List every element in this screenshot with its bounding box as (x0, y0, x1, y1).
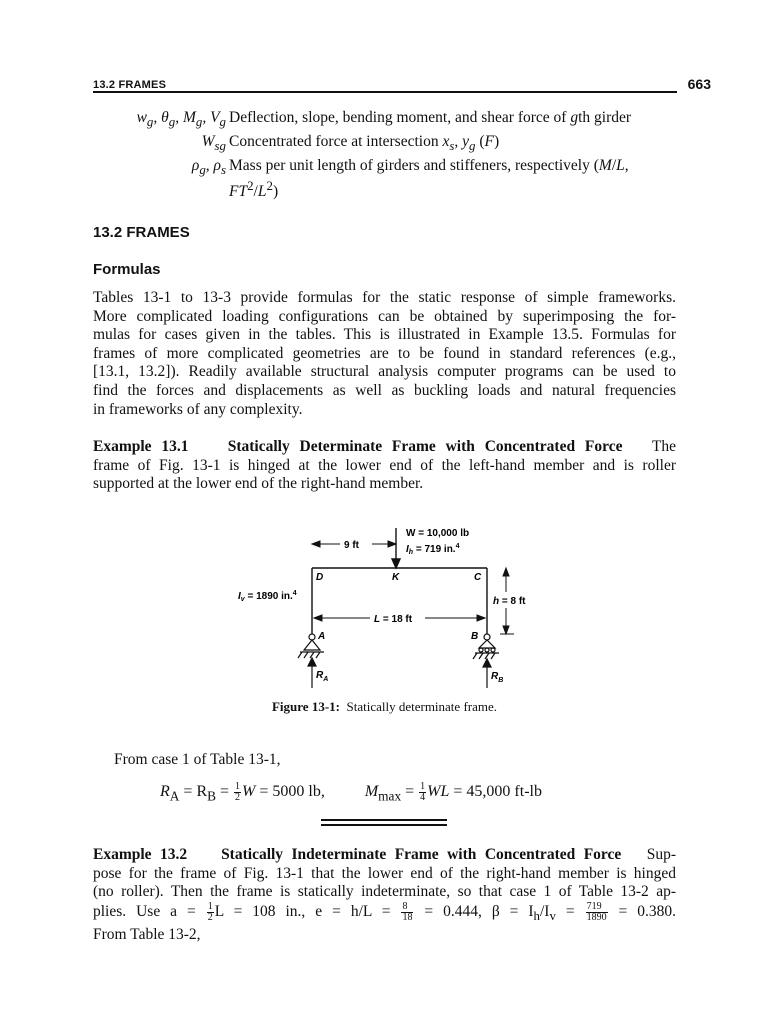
example-13-1 (93, 438, 676, 494)
example-line (93, 846, 676, 865)
reaction-equation: $R_A = R_B$ = $\frac{1}{2}$ W = 5000 lb, $M_{max}$ = $\frac{1}{4}$ WL = 45,000 ft-lb (160, 781, 542, 804)
running-head-section: 13.2 FRAMES (93, 79, 167, 91)
iv-label: $I_v = 1890$ in.$^4$ (238, 590, 297, 603)
joint-k-label: K (392, 572, 400, 583)
nomenclature-symbol: $W_{sg}$ (201, 133, 226, 154)
nomenclature-symbol: $w_g$, $\theta_g$, $M_g$, $V_g$ (136, 109, 226, 130)
example-title: Statically Determinate Frame with Concentrated Force (227, 438, 623, 455)
section-heading: 13.2 FRAMES (93, 224, 190, 241)
reaction-b-label: $R_B$ (491, 671, 504, 684)
example-label: Example 13.1 (93, 438, 189, 455)
subheading: Formulas (93, 261, 161, 278)
nomenclature-definition: Concentrated force at intersection $x_s$, $y_g$ (F) (229, 133, 500, 154)
support-b-label: B (471, 631, 479, 642)
running-head (93, 76, 711, 94)
figure-13-1 (230, 524, 550, 694)
example-text: Sup- (646, 846, 677, 863)
paragraph-line: mulas for cases given in the tables. This is illustrated in Example 13.5. Formulas for (93, 326, 676, 344)
dim-9ft-label: 9 ft (344, 540, 359, 551)
nomenclature-row (93, 156, 683, 202)
support-a-label: A (318, 631, 326, 642)
example-line (93, 438, 676, 457)
example-label: Example 13.2 (93, 846, 188, 863)
joint-d-label: D (316, 572, 324, 583)
from-case-text: From case 1 of Table 13-1, (114, 751, 281, 768)
nomenclature-definition: Mass per unit length of girders and stiffeners, respectively (M/L, $FT^2/L^2$) (229, 157, 629, 201)
joint-c-label: C (474, 572, 482, 583)
figure-caption-label: Figure 13-1: (271, 699, 340, 714)
example-text: The (651, 438, 677, 455)
paragraph-formulas (93, 289, 676, 419)
figure-caption-text: Statically determinate frame. (346, 699, 497, 714)
nomenclature-symbol: $\rho_g$, $\rho_s$ (191, 157, 226, 178)
paragraph-line: More complicated loading configurations can be obtained by superimposing the for- (93, 307, 676, 325)
example-line: frame of Fig. 13-1 is hinged at the lower end of the left-hand member and is roller (93, 456, 676, 474)
load-label: W = 10,000 lb (406, 528, 470, 539)
example-line: From Table 13-2, (93, 925, 201, 943)
height-label: h = 8 ft (493, 596, 526, 607)
paragraph-line: find the forces and displacements as well as buckling loads and natural frequencies (93, 381, 676, 399)
reaction-a-label: $R_A$ (316, 670, 329, 683)
example-line: supported at the lower end of the right-hand member. (93, 475, 424, 493)
nomenclature-row (93, 132, 683, 156)
span-length-label: L = 18 ft (374, 614, 413, 625)
paragraph-line: frames of more complicated geometries are to be found in standard references (e.g., (93, 344, 676, 362)
example-title: Statically Indeterminate Frame with Concentrated Force (221, 846, 622, 863)
page-number: 663 (687, 76, 711, 92)
example-end-rule (321, 819, 447, 829)
example-line: pose for the frame of Fig. 13-1 that the lower end of the right-hand member is hinged (93, 864, 676, 882)
example-line: (no roller). Then the frame is statically indeterminate, so that case 1 of Table 13-2 ap- (93, 883, 676, 901)
nomenclature-list (93, 108, 683, 202)
example-line: plies. Use a = $\frac{1}{2}$ L = 108 in., e = h/L = $\frac{8}{18}$ = 0.444, $\beta = I_h/I_v$ = $\frac{719}{1890}$ = 0.380. (93, 900, 676, 923)
nomenclature-definition: Deflection, slope, bending moment, and shear force of gth girder (229, 109, 632, 126)
example-13-2 (93, 846, 676, 944)
ih-label: $I_h = 719$ in.$^4$ (406, 543, 460, 556)
figure-caption (93, 699, 676, 715)
running-head-rule (93, 91, 677, 93)
paragraph-line: Tables 13-1 to 13-3 provide formulas for the static response of simple frameworks. (93, 289, 676, 306)
nomenclature-row (93, 108, 683, 132)
paragraph-line: [13.1, 13.2]). Readily available structural analysis computer programs can be used to (93, 363, 676, 381)
paragraph-line: in frameworks of any complexity. (93, 400, 303, 418)
